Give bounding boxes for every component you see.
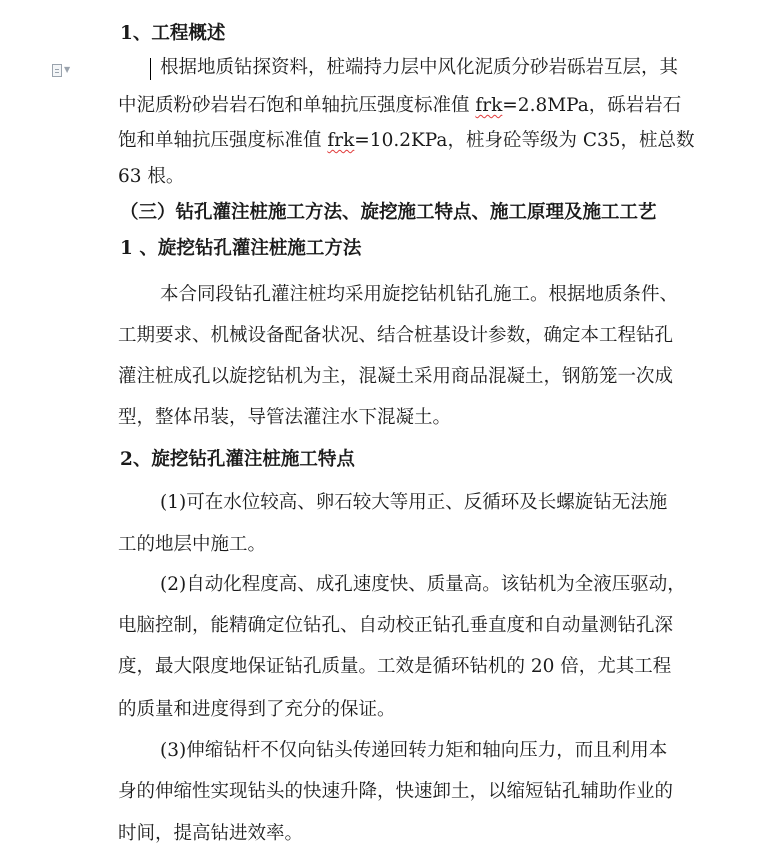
paragraph-line: 根据地质钻探资料，桩端持力层中风化泥质分砂岩砾岩互层，其 (160, 57, 679, 78)
paragraph-line (118, 94, 681, 118)
paragraph-line: 型，整体吊装，导管法灌注水下混凝土。 (118, 407, 452, 428)
paragraph-marker[interactable] (52, 62, 76, 78)
paragraph-line: 灌注桩成孔以旋挖钻机为主，混凝土采用商品混凝土，钢筋笼一次成 (118, 366, 674, 387)
paragraph-line: (2)自动化程度高、成孔速度快、质量高。该钻机为全液压驱动， (160, 574, 686, 595)
paragraph-line: 63 根。 (118, 166, 185, 187)
paragraph-line: (1)可在水位较高、卵石较大等用正、反循环及长螺旋钻无法施 (160, 492, 668, 513)
paragraph-line: 度，最大限度地保证钻孔质量。工效是循环钻机的 20 倍，尤其工程 (118, 656, 672, 677)
spellcheck-word[interactable]: frk (475, 95, 503, 116)
paragraph-line: 工的地层中施工。 (118, 534, 267, 555)
paragraph-line: 时间，提高钻进效率。 (118, 823, 304, 844)
paragraph-line: 身的伸缩性实现钻头的快速升降，快速卸土，以缩短钻孔辅助作业的 (118, 781, 674, 802)
paragraph-line: 的质量和进度得到了充分的保证。 (118, 699, 396, 720)
subsection-heading: 2、旋挖钻孔灌注桩施工特点 (120, 449, 355, 470)
paragraph-line: 饱和单轴抗压强度标准值 frk=10.2KPa，桩身砼等级为 C35，桩总数 (118, 130, 695, 151)
section-heading: （三）钻孔灌注桩施工方法、旋挖施工特点、施工原理及施工工艺 (120, 202, 657, 223)
text-cursor (150, 58, 151, 80)
heading-project-overview: 1、工程概述 (120, 23, 226, 44)
paragraph-line: 工期要求、机械设备配备状况、结合桩基设计参数，确定本工程钻孔 (118, 325, 674, 346)
document-icon (52, 64, 62, 77)
chevron-down-icon: ▼ (64, 65, 71, 74)
paragraph-line-text: 中泥质粉砂岩岩石饱和单轴抗压强度标准值 frk=2.8MPa，砾岩岩石 (118, 95, 682, 116)
paragraph-line: (3)伸缩钻杆不仅向钻头传递回转力矩和轴向压力，而且利用本 (160, 740, 668, 761)
spellcheck-word[interactable]: frk (327, 130, 355, 151)
paragraph-line: 电脑控制，能精确定位钻孔、自动校正钻孔垂直度和自动量测钻孔深 (118, 615, 674, 636)
paragraph-line: 本合同段钻孔灌注桩均采用旋挖钻机钻孔施工。根据地质条件、 (160, 284, 679, 305)
subsection-heading: 1 、旋挖钻孔灌注桩施工方法 (120, 238, 362, 259)
